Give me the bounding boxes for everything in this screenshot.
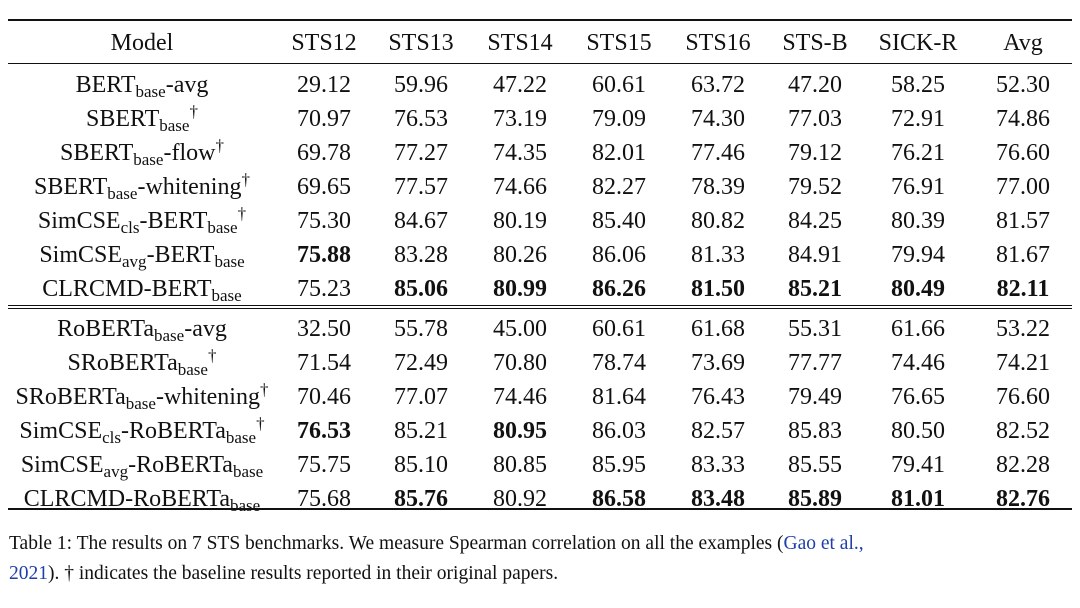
score-cell: 83.28 xyxy=(394,242,448,268)
table-row xyxy=(8,380,1072,414)
model-name-sub2: base xyxy=(225,428,257,447)
score-cell: 83.33 xyxy=(691,452,745,478)
model-name-mid: -BERT xyxy=(139,208,208,234)
column-header: STS-B xyxy=(782,30,848,56)
model-name-pre: SRoBERTa xyxy=(67,350,178,376)
table-row xyxy=(8,272,1072,306)
model-name-dagger: † xyxy=(256,414,265,433)
model-name-cell xyxy=(8,136,276,169)
model-name-mid: -RoBERTa xyxy=(121,418,226,444)
score-cell: 74.21 xyxy=(996,350,1050,376)
score-cell: 80.99 xyxy=(493,276,547,302)
citation-link-year[interactable]: 2021 xyxy=(9,563,48,584)
model-name-cell xyxy=(8,72,276,101)
score-cell: 77.00 xyxy=(996,174,1050,200)
model-name-cell xyxy=(8,414,276,447)
score-cell: 61.66 xyxy=(891,316,945,342)
score-cell: 81.57 xyxy=(996,208,1050,234)
score-cell: 85.83 xyxy=(788,418,842,444)
table-row xyxy=(8,482,1072,516)
table-row xyxy=(8,414,1072,448)
column-header: Avg xyxy=(1003,30,1043,56)
score-cell: 80.19 xyxy=(493,208,547,234)
model-name-pre: SRoBERTa xyxy=(15,384,126,410)
score-cell: 74.35 xyxy=(493,140,547,166)
score-cell: 74.30 xyxy=(691,106,745,132)
score-cell: 76.65 xyxy=(891,384,945,410)
group-divider-rule xyxy=(8,305,1072,306)
score-cell: 60.61 xyxy=(592,316,646,342)
score-cell: 76.53 xyxy=(297,418,351,444)
score-cell: 72.49 xyxy=(394,350,448,376)
model-name-sub: base xyxy=(133,150,164,169)
model-name-cell xyxy=(8,380,276,413)
score-cell: 77.03 xyxy=(788,106,842,132)
score-cell: 81.64 xyxy=(592,384,646,410)
score-cell: 82.76 xyxy=(996,486,1050,512)
model-name-mid: -whitening xyxy=(137,174,242,200)
model-name-mid: -avg xyxy=(165,72,209,98)
column-header: Model xyxy=(110,30,174,56)
score-cell: 78.39 xyxy=(691,174,745,200)
score-cell: 82.52 xyxy=(996,418,1050,444)
model-name-pre: SimCSE xyxy=(37,208,121,234)
model-name-pre: RoBERTa xyxy=(57,316,154,342)
column-header: STS14 xyxy=(487,30,553,56)
score-cell: 80.50 xyxy=(891,418,945,444)
table-row xyxy=(8,204,1072,238)
score-cell: 58.25 xyxy=(891,72,945,98)
model-name-sub2: base xyxy=(207,218,238,237)
score-cell: 69.65 xyxy=(297,174,351,200)
table-row xyxy=(8,102,1072,136)
bottom-rule xyxy=(8,508,1072,510)
model-name-pre: SBERT xyxy=(34,174,108,200)
model-name-pre: SimCSE xyxy=(39,242,123,268)
citation-link-gao[interactable]: Gao et al., xyxy=(783,533,864,554)
score-cell: 77.27 xyxy=(394,140,448,166)
score-cell: 82.27 xyxy=(592,174,646,200)
model-name-cell xyxy=(8,204,276,237)
score-cell: 77.57 xyxy=(394,174,448,200)
model-name-pre: SBERT xyxy=(60,140,134,166)
column-header: STS13 xyxy=(388,30,454,56)
model-name-sub: base xyxy=(135,82,166,101)
score-cell: 80.82 xyxy=(691,208,745,234)
model-name-cell xyxy=(8,346,276,379)
score-cell: 81.01 xyxy=(891,486,945,512)
model-name-mid: -RoBERTa xyxy=(128,452,233,478)
score-cell: 77.77 xyxy=(788,350,842,376)
model-name-mid: -avg xyxy=(184,316,227,342)
score-cell: 75.30 xyxy=(297,208,351,234)
score-cell: 76.91 xyxy=(891,174,945,200)
score-cell: 85.76 xyxy=(394,486,448,512)
score-cell: 86.58 xyxy=(592,486,646,512)
score-cell: 82.28 xyxy=(996,452,1050,478)
column-header: SICK-R xyxy=(878,30,958,56)
score-cell: 55.31 xyxy=(788,316,842,342)
column-header: STS16 xyxy=(685,30,751,56)
model-name-dagger: † xyxy=(189,102,198,121)
score-cell: 63.72 xyxy=(691,72,745,98)
score-cell: 85.10 xyxy=(394,452,448,478)
score-cell: 79.12 xyxy=(788,140,842,166)
model-name-cell xyxy=(8,102,276,135)
score-cell: 80.49 xyxy=(891,276,945,302)
score-cell: 75.23 xyxy=(297,276,351,302)
score-cell: 84.25 xyxy=(788,208,842,234)
model-name-pre: SBERT xyxy=(86,106,160,132)
model-name-mid: -whitening xyxy=(155,384,260,410)
table-row xyxy=(8,448,1072,482)
score-cell: 70.80 xyxy=(493,350,547,376)
model-name-sub: base xyxy=(230,496,261,515)
model-name-cell xyxy=(8,242,276,271)
table-row xyxy=(8,68,1072,102)
model-name-pre: SimCSE xyxy=(19,418,103,444)
score-cell: 80.39 xyxy=(891,208,945,234)
model-name-sub: avg xyxy=(103,462,129,481)
score-cell: 80.85 xyxy=(493,452,547,478)
score-cell: 79.49 xyxy=(788,384,842,410)
score-cell: 69.78 xyxy=(297,140,351,166)
model-name-cell xyxy=(8,316,276,345)
score-cell: 76.21 xyxy=(891,140,945,166)
score-cell: 86.26 xyxy=(592,276,646,302)
score-cell: 81.50 xyxy=(691,276,745,302)
score-cell: 55.78 xyxy=(394,316,448,342)
score-cell: 85.06 xyxy=(394,276,448,302)
model-name-sub: avg xyxy=(122,252,147,271)
top-rule xyxy=(8,19,1072,21)
model-name-sub: base xyxy=(107,184,138,203)
header-rule xyxy=(8,63,1072,64)
model-name-cell xyxy=(8,276,276,305)
score-cell: 52.30 xyxy=(996,72,1050,98)
score-cell: 85.95 xyxy=(592,452,646,478)
caption-text-2: ). † indicates the baseline results reported in their original papers. xyxy=(48,563,559,584)
model-name-dagger: † xyxy=(215,136,224,155)
score-cell: 76.60 xyxy=(996,384,1050,410)
score-cell: 84.91 xyxy=(788,242,842,268)
score-cell: 76.43 xyxy=(691,384,745,410)
score-cell: 79.94 xyxy=(891,242,945,268)
score-cell: 85.21 xyxy=(394,418,448,444)
model-name-cell xyxy=(8,452,276,481)
table-row xyxy=(8,136,1072,170)
score-cell: 60.61 xyxy=(592,72,646,98)
score-cell: 70.97 xyxy=(297,106,351,132)
table-header-row xyxy=(8,26,1072,60)
model-name-pre: SimCSE xyxy=(20,452,104,478)
score-cell: 76.53 xyxy=(394,106,448,132)
score-cell: 79.09 xyxy=(592,106,646,132)
score-cell: 82.01 xyxy=(592,140,646,166)
score-cell: 84.67 xyxy=(394,208,448,234)
model-name-dagger: † xyxy=(241,170,250,189)
model-name-pre: CLRCMD-RoBERTa xyxy=(23,486,230,512)
score-cell: 82.57 xyxy=(691,418,745,444)
score-cell: 61.68 xyxy=(691,316,745,342)
score-cell: 85.40 xyxy=(592,208,646,234)
model-name-sub: base xyxy=(159,116,190,135)
model-name-sub: cls xyxy=(102,428,121,447)
score-cell: 81.33 xyxy=(691,242,745,268)
score-cell: 72.91 xyxy=(891,106,945,132)
score-cell: 85.89 xyxy=(788,486,842,512)
score-cell: 73.69 xyxy=(691,350,745,376)
score-cell: 74.66 xyxy=(493,174,547,200)
model-name-mid: -flow xyxy=(163,140,216,166)
score-cell: 73.19 xyxy=(493,106,547,132)
model-name-cell xyxy=(8,170,276,203)
score-cell: 32.50 xyxy=(297,316,351,342)
group-divider-rule-2 xyxy=(8,308,1072,309)
caption-text-1: Table 1: The results on 7 STS benchmarks. We measure Spearman correlation on all the examples ( xyxy=(9,533,784,554)
model-name-pre: CLRCMD-BERT xyxy=(42,276,212,302)
score-cell: 79.52 xyxy=(788,174,842,200)
score-cell: 74.46 xyxy=(493,384,547,410)
column-header: STS12 xyxy=(291,30,357,56)
model-name-pre: BERT xyxy=(75,72,136,98)
score-cell: 82.11 xyxy=(996,276,1050,302)
score-cell: 86.03 xyxy=(592,418,646,444)
score-cell: 77.07 xyxy=(394,384,448,410)
score-cell: 59.96 xyxy=(394,72,448,98)
score-cell: 75.75 xyxy=(297,452,351,478)
model-name-dagger: † xyxy=(207,346,217,365)
column-header: STS15 xyxy=(586,30,652,56)
score-cell: 76.60 xyxy=(996,140,1050,166)
score-cell: 74.46 xyxy=(891,350,945,376)
score-cell: 75.88 xyxy=(297,242,351,268)
model-name-dagger: † xyxy=(237,204,247,223)
model-name-sub: base xyxy=(125,394,156,413)
table-row xyxy=(8,170,1072,204)
score-cell: 86.06 xyxy=(592,242,646,268)
score-cell: 77.46 xyxy=(691,140,745,166)
table-row xyxy=(8,346,1072,380)
score-cell: 71.54 xyxy=(297,350,351,376)
model-name-sub: cls xyxy=(120,218,140,237)
score-cell: 80.92 xyxy=(493,486,547,512)
score-cell: 80.95 xyxy=(493,418,547,444)
model-name-sub2: base xyxy=(214,252,245,271)
score-cell: 80.26 xyxy=(493,242,547,268)
model-name-dagger: † xyxy=(259,380,269,399)
model-name-sub: base xyxy=(211,286,242,305)
model-name-sub2: base xyxy=(232,462,264,481)
model-name-sub: base xyxy=(177,360,208,379)
score-cell: 74.86 xyxy=(996,106,1050,132)
score-cell: 29.12 xyxy=(297,72,351,98)
score-cell: 81.67 xyxy=(996,242,1050,268)
score-cell: 79.41 xyxy=(891,452,945,478)
model-name-sub: base xyxy=(154,326,185,345)
score-cell: 83.48 xyxy=(691,486,745,512)
score-cell: 78.74 xyxy=(592,350,646,376)
score-cell: 75.68 xyxy=(297,486,351,512)
score-cell: 47.20 xyxy=(788,72,842,98)
score-cell: 47.22 xyxy=(493,72,547,98)
score-cell: 53.22 xyxy=(996,316,1050,342)
table-row xyxy=(8,312,1072,346)
table-caption xyxy=(9,529,1075,589)
score-cell: 70.46 xyxy=(297,384,351,410)
score-cell: 45.00 xyxy=(493,316,547,342)
score-cell: 85.21 xyxy=(788,276,842,302)
score-cell: 85.55 xyxy=(788,452,842,478)
table-row xyxy=(8,238,1072,272)
model-name-mid: -BERT xyxy=(146,242,215,268)
